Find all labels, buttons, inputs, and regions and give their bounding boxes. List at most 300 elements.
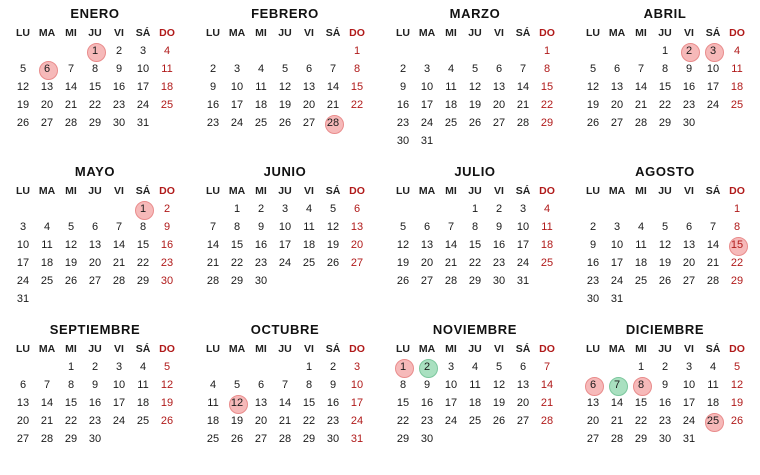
day-cell[interactable] [535,78,559,96]
day-cell[interactable] [297,254,321,272]
day-cell[interactable] [131,412,155,430]
day-cell[interactable] [297,218,321,236]
day-cell[interactable] [107,272,131,290]
day-cell[interactable] [155,236,179,254]
day-cell[interactable] [653,430,677,448]
day-cell[interactable] [155,42,179,60]
day-cell[interactable] [677,236,701,254]
day-cell[interactable] [605,290,629,308]
day-cell[interactable] [463,272,487,290]
day-cell[interactable] [463,358,487,376]
day-cell[interactable] [677,394,701,412]
day-cell[interactable] [439,60,463,78]
day-cell[interactable] [511,78,535,96]
day-cell[interactable] [701,394,725,412]
day-cell[interactable] [629,60,653,78]
day-cell[interactable] [725,394,749,412]
day-cell[interactable] [155,78,179,96]
day-cell[interactable] [415,272,439,290]
day-cell[interactable] [415,254,439,272]
day-cell[interactable] [131,200,155,218]
day-cell[interactable] [391,394,415,412]
day-cell[interactable] [653,218,677,236]
day-cell[interactable] [487,218,511,236]
day-cell[interactable] [83,254,107,272]
day-cell[interactable] [225,412,249,430]
day-cell[interactable] [249,376,273,394]
day-cell[interactable] [11,430,35,448]
day-cell[interactable] [463,78,487,96]
day-cell[interactable] [321,96,345,114]
day-cell[interactable] [629,394,653,412]
day-cell[interactable] [201,218,225,236]
day-cell[interactable] [581,430,605,448]
day-cell[interactable] [155,60,179,78]
day-cell[interactable] [59,358,83,376]
day-cell[interactable] [535,236,559,254]
day-cell[interactable] [345,78,369,96]
day-cell[interactable] [677,376,701,394]
day-cell[interactable] [225,200,249,218]
day-cell[interactable] [345,412,369,430]
day-cell[interactable] [391,78,415,96]
day-cell[interactable] [83,78,107,96]
day-cell[interactable] [535,254,559,272]
day-cell[interactable] [225,254,249,272]
day-cell[interactable] [345,236,369,254]
day-cell[interactable] [131,96,155,114]
day-cell[interactable] [463,254,487,272]
day-cell[interactable] [415,96,439,114]
day-cell[interactable] [725,60,749,78]
day-cell[interactable] [297,430,321,448]
day-cell[interactable] [391,132,415,150]
day-cell[interactable] [201,114,225,132]
day-cell[interactable] [439,218,463,236]
day-cell[interactable] [35,376,59,394]
day-cell[interactable] [131,272,155,290]
day-cell[interactable] [415,132,439,150]
day-cell[interactable] [11,78,35,96]
day-cell[interactable] [439,358,463,376]
day-cell[interactable] [391,114,415,132]
day-cell[interactable] [83,96,107,114]
day-cell[interactable] [701,42,725,60]
day-cell[interactable] [439,254,463,272]
day-cell[interactable] [131,254,155,272]
day-cell[interactable] [249,200,273,218]
day-cell[interactable] [439,78,463,96]
day-cell[interactable] [297,96,321,114]
day-cell[interactable] [107,218,131,236]
day-cell[interactable] [605,376,629,394]
day-cell[interactable] [725,376,749,394]
day-cell[interactable] [391,96,415,114]
day-cell[interactable] [725,236,749,254]
day-cell[interactable] [605,96,629,114]
day-cell[interactable] [297,412,321,430]
day-cell[interactable] [201,254,225,272]
day-cell[interactable] [725,200,749,218]
day-cell[interactable] [107,78,131,96]
day-cell[interactable] [131,42,155,60]
day-cell[interactable] [273,96,297,114]
day-cell[interactable] [605,78,629,96]
day-cell[interactable] [273,412,297,430]
day-cell[interactable] [487,60,511,78]
day-cell[interactable] [535,60,559,78]
day-cell[interactable] [321,60,345,78]
day-cell[interactable] [415,114,439,132]
day-cell[interactable] [273,218,297,236]
day-cell[interactable] [297,376,321,394]
day-cell[interactable] [701,254,725,272]
day-cell[interactable] [391,430,415,448]
day-cell[interactable] [439,272,463,290]
day-cell[interactable] [11,290,35,308]
day-cell[interactable] [11,254,35,272]
day-cell[interactable] [59,78,83,96]
day-cell[interactable] [249,218,273,236]
day-cell[interactable] [463,218,487,236]
day-cell[interactable] [35,272,59,290]
day-cell[interactable] [131,236,155,254]
day-cell[interactable] [107,236,131,254]
day-cell[interactable] [297,78,321,96]
day-cell[interactable] [273,114,297,132]
day-cell[interactable] [273,394,297,412]
day-cell[interactable] [201,412,225,430]
day-cell[interactable] [581,96,605,114]
day-cell[interactable] [321,218,345,236]
day-cell[interactable] [535,412,559,430]
day-cell[interactable] [487,78,511,96]
day-cell[interactable] [677,218,701,236]
day-cell[interactable] [463,376,487,394]
day-cell[interactable] [249,430,273,448]
day-cell[interactable] [511,254,535,272]
day-cell[interactable] [629,430,653,448]
day-cell[interactable] [11,114,35,132]
day-cell[interactable] [391,272,415,290]
day-cell[interactable] [511,376,535,394]
day-cell[interactable] [725,96,749,114]
day-cell[interactable] [35,218,59,236]
day-cell[interactable] [155,218,179,236]
day-cell[interactable] [677,358,701,376]
day-cell[interactable] [107,412,131,430]
day-cell[interactable] [581,394,605,412]
day-cell[interactable] [605,254,629,272]
day-cell[interactable] [581,412,605,430]
day-cell[interactable] [273,254,297,272]
day-cell[interactable] [321,236,345,254]
day-cell[interactable] [321,200,345,218]
day-cell[interactable] [535,114,559,132]
day-cell[interactable] [487,272,511,290]
day-cell[interactable] [249,236,273,254]
day-cell[interactable] [35,394,59,412]
day-cell[interactable] [415,358,439,376]
day-cell[interactable] [225,430,249,448]
day-cell[interactable] [581,254,605,272]
day-cell[interactable] [487,114,511,132]
day-cell[interactable] [345,376,369,394]
day-cell[interactable] [83,412,107,430]
day-cell[interactable] [83,218,107,236]
day-cell[interactable] [511,412,535,430]
day-cell[interactable] [653,236,677,254]
day-cell[interactable] [249,412,273,430]
day-cell[interactable] [535,394,559,412]
day-cell[interactable] [653,394,677,412]
day-cell[interactable] [201,78,225,96]
day-cell[interactable] [605,430,629,448]
day-cell[interactable] [59,430,83,448]
day-cell[interactable] [83,358,107,376]
day-cell[interactable] [391,218,415,236]
day-cell[interactable] [59,96,83,114]
day-cell[interactable] [107,394,131,412]
day-cell[interactable] [83,236,107,254]
day-cell[interactable] [107,60,131,78]
day-cell[interactable] [297,358,321,376]
day-cell[interactable] [131,60,155,78]
day-cell[interactable] [249,272,273,290]
day-cell[interactable] [391,376,415,394]
day-cell[interactable] [535,200,559,218]
day-cell[interactable] [107,96,131,114]
day-cell[interactable] [415,430,439,448]
day-cell[interactable] [511,272,535,290]
day-cell[interactable] [677,96,701,114]
day-cell[interactable] [345,394,369,412]
day-cell[interactable] [415,218,439,236]
day-cell[interactable] [677,272,701,290]
day-cell[interactable] [629,96,653,114]
day-cell[interactable] [59,236,83,254]
day-cell[interactable] [59,412,83,430]
day-cell[interactable] [725,78,749,96]
day-cell[interactable] [345,254,369,272]
day-cell[interactable] [535,42,559,60]
day-cell[interactable] [511,96,535,114]
day-cell[interactable] [155,394,179,412]
day-cell[interactable] [605,236,629,254]
day-cell[interactable] [35,114,59,132]
day-cell[interactable] [487,412,511,430]
day-cell[interactable] [487,394,511,412]
day-cell[interactable] [11,96,35,114]
day-cell[interactable] [653,358,677,376]
day-cell[interactable] [201,272,225,290]
day-cell[interactable] [83,42,107,60]
day-cell[interactable] [629,376,653,394]
day-cell[interactable] [629,114,653,132]
day-cell[interactable] [11,236,35,254]
day-cell[interactable] [677,114,701,132]
day-cell[interactable] [273,78,297,96]
day-cell[interactable] [415,78,439,96]
day-cell[interactable] [83,60,107,78]
day-cell[interactable] [155,200,179,218]
day-cell[interactable] [653,42,677,60]
day-cell[interactable] [487,200,511,218]
day-cell[interactable] [415,394,439,412]
day-cell[interactable] [249,60,273,78]
day-cell[interactable] [653,412,677,430]
day-cell[interactable] [59,254,83,272]
day-cell[interactable] [59,114,83,132]
day-cell[interactable] [297,394,321,412]
day-cell[interactable] [629,78,653,96]
day-cell[interactable] [155,412,179,430]
day-cell[interactable] [653,114,677,132]
day-cell[interactable] [321,430,345,448]
day-cell[interactable] [605,114,629,132]
day-cell[interactable] [487,236,511,254]
day-cell[interactable] [535,376,559,394]
day-cell[interactable] [701,272,725,290]
day-cell[interactable] [59,272,83,290]
day-cell[interactable] [701,218,725,236]
day-cell[interactable] [439,394,463,412]
day-cell[interactable] [35,78,59,96]
day-cell[interactable] [321,114,345,132]
day-cell[interactable] [59,376,83,394]
day-cell[interactable] [487,376,511,394]
day-cell[interactable] [511,114,535,132]
day-cell[interactable] [273,236,297,254]
day-cell[interactable] [131,358,155,376]
day-cell[interactable] [249,96,273,114]
day-cell[interactable] [701,412,725,430]
day-cell[interactable] [35,254,59,272]
day-cell[interactable] [249,254,273,272]
day-cell[interactable] [605,394,629,412]
day-cell[interactable] [653,376,677,394]
day-cell[interactable] [83,376,107,394]
day-cell[interactable] [463,60,487,78]
day-cell[interactable] [701,96,725,114]
day-cell[interactable] [415,412,439,430]
day-cell[interactable] [273,200,297,218]
day-cell[interactable] [249,78,273,96]
day-cell[interactable] [725,42,749,60]
day-cell[interactable] [391,358,415,376]
day-cell[interactable] [439,96,463,114]
day-cell[interactable] [225,60,249,78]
day-cell[interactable] [725,412,749,430]
day-cell[interactable] [701,60,725,78]
day-cell[interactable] [11,376,35,394]
day-cell[interactable] [629,272,653,290]
day-cell[interactable] [201,236,225,254]
day-cell[interactable] [511,358,535,376]
day-cell[interactable] [629,358,653,376]
day-cell[interactable] [273,60,297,78]
day-cell[interactable] [83,394,107,412]
day-cell[interactable] [297,114,321,132]
day-cell[interactable] [155,254,179,272]
day-cell[interactable] [11,60,35,78]
day-cell[interactable] [225,394,249,412]
day-cell[interactable] [701,236,725,254]
day-cell[interactable] [653,254,677,272]
day-cell[interactable] [201,96,225,114]
day-cell[interactable] [107,358,131,376]
day-cell[interactable] [83,114,107,132]
day-cell[interactable] [155,376,179,394]
day-cell[interactable] [439,376,463,394]
day-cell[interactable] [415,236,439,254]
day-cell[interactable] [677,60,701,78]
day-cell[interactable] [107,254,131,272]
day-cell[interactable] [391,412,415,430]
day-cell[interactable] [107,114,131,132]
day-cell[interactable] [345,96,369,114]
day-cell[interactable] [201,60,225,78]
day-cell[interactable] [511,60,535,78]
day-cell[interactable] [725,358,749,376]
day-cell[interactable] [677,254,701,272]
day-cell[interactable] [225,78,249,96]
day-cell[interactable] [701,358,725,376]
day-cell[interactable] [439,114,463,132]
day-cell[interactable] [107,376,131,394]
day-cell[interactable] [463,394,487,412]
day-cell[interactable] [107,42,131,60]
day-cell[interactable] [581,236,605,254]
day-cell[interactable] [391,254,415,272]
day-cell[interactable] [297,200,321,218]
day-cell[interactable] [59,60,83,78]
day-cell[interactable] [463,200,487,218]
day-cell[interactable] [35,96,59,114]
day-cell[interactable] [415,376,439,394]
day-cell[interactable] [345,60,369,78]
day-cell[interactable] [487,254,511,272]
day-cell[interactable] [131,218,155,236]
day-cell[interactable] [321,358,345,376]
day-cell[interactable] [439,236,463,254]
day-cell[interactable] [511,236,535,254]
day-cell[interactable] [11,218,35,236]
day-cell[interactable] [605,218,629,236]
day-cell[interactable] [463,412,487,430]
day-cell[interactable] [225,272,249,290]
day-cell[interactable] [581,78,605,96]
day-cell[interactable] [59,218,83,236]
day-cell[interactable] [511,218,535,236]
day-cell[interactable] [11,412,35,430]
day-cell[interactable] [677,430,701,448]
day-cell[interactable] [677,412,701,430]
day-cell[interactable] [463,96,487,114]
day-cell[interactable] [581,218,605,236]
day-cell[interactable] [535,218,559,236]
day-cell[interactable] [273,376,297,394]
day-cell[interactable] [155,96,179,114]
day-cell[interactable] [605,60,629,78]
day-cell[interactable] [535,358,559,376]
day-cell[interactable] [629,218,653,236]
day-cell[interactable] [487,358,511,376]
day-cell[interactable] [629,412,653,430]
day-cell[interactable] [201,430,225,448]
day-cell[interactable] [297,236,321,254]
day-cell[interactable] [131,78,155,96]
